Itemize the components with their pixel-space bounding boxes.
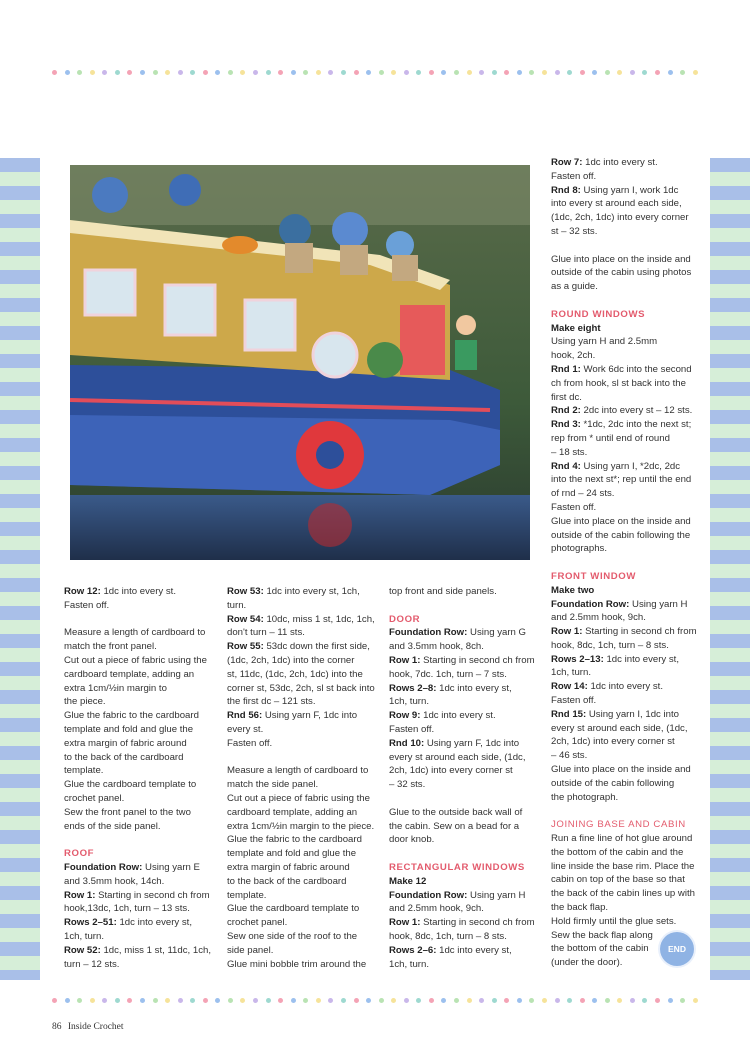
- text-line: Cut out a piece of fabric using the: [227, 792, 370, 804]
- instruction-line: Row 53: 1dc into every st, 1ch,: [227, 586, 360, 597]
- text-line: Glue into place on the inside and: [551, 764, 691, 776]
- row-label: Row 1:: [389, 917, 421, 929]
- border-dot: [592, 70, 597, 75]
- instruction-line: Foundation Row: Using yarn E: [64, 861, 200, 873]
- instruction-line: Rnd 4: Using yarn I, *2dc, 2dc: [551, 460, 681, 472]
- text-line: Glue the cardboard template to: [64, 779, 197, 791]
- text-line: Fasten off.: [551, 695, 597, 707]
- text-line: 2ch, 1dc) into every corner st: [551, 736, 675, 748]
- text-line: template and fold and glue the: [227, 848, 357, 860]
- instruction-line: Rnd 15: Using yarn I, 1dc into: [551, 708, 679, 720]
- border-dot: [178, 70, 183, 75]
- border-dot: [77, 998, 82, 1003]
- border-dot: [529, 70, 534, 75]
- row-label: Rnd 3:: [551, 419, 581, 431]
- instruction-line: Foundation Row: Using yarn G: [389, 627, 526, 639]
- row-label: Rnd 56:: [227, 710, 263, 722]
- text-line: the bottom of the cabin: [551, 943, 649, 955]
- border-dot: [504, 998, 509, 1003]
- border-dot: [467, 998, 472, 1003]
- border-dot: [479, 998, 484, 1003]
- text-line: side panel.: [227, 944, 274, 956]
- text-column-4: [551, 156, 701, 970]
- instruction-line: Rnd 2: 2dc into every st – 12 sts.: [551, 405, 693, 417]
- left-stripe-border: [0, 158, 40, 980]
- text-line: 1ch, turn.: [389, 696, 429, 708]
- row-label: Row 1:: [64, 889, 96, 901]
- text-line: Fasten off.: [551, 501, 597, 513]
- text-line: cardboard template, adding an: [227, 806, 358, 818]
- top-dot-border: [52, 68, 698, 76]
- border-dot: [115, 70, 120, 75]
- right-stripe-border: [710, 158, 750, 980]
- border-dot: [517, 998, 522, 1003]
- border-dot: [416, 70, 421, 75]
- row-label: Foundation Row:: [389, 889, 468, 901]
- text-line: ch from hook, sl st back into the: [551, 377, 686, 389]
- text-line: Fasten off.: [389, 723, 435, 735]
- text-line: Glue to the outside back wall of: [389, 806, 523, 818]
- row-label: Rnd 8:: [551, 184, 581, 196]
- border-dot: [127, 70, 132, 75]
- text-line: every st.: [227, 723, 264, 735]
- text-line: outside of the cabin following the: [551, 529, 691, 541]
- instruction-line: Rows 2–8: 1dc into every st,: [389, 682, 512, 694]
- instruction-line: [551, 322, 701, 336]
- border-dot: [454, 70, 459, 75]
- section-heading: JOINING BASE AND CABIN: [551, 819, 686, 831]
- text-line: extra 1cm/½in margin to the piece.: [227, 820, 375, 832]
- text-line: the piece.: [64, 696, 106, 708]
- border-dot: [102, 70, 107, 75]
- border-dot: [203, 998, 208, 1003]
- border-dot: [253, 70, 258, 75]
- section-heading: ROUND WINDOWS: [551, 308, 646, 320]
- text-line: extra 1cm/½in margin to: [64, 682, 167, 694]
- text-line: Glue the fabric to the cardboard: [64, 710, 199, 722]
- border-dot: [303, 998, 308, 1003]
- border-dot: [165, 70, 170, 75]
- border-dot: [580, 998, 585, 1003]
- text-line: st – 32 sts.: [551, 225, 598, 237]
- border-dot: [266, 70, 271, 75]
- text-line: (1dc, 2ch, 1dc) into every corner: [551, 212, 689, 224]
- text-line: cabin on top of the base so that: [551, 874, 685, 886]
- text-line: match the front panel.: [64, 641, 157, 653]
- border-dot: [153, 70, 158, 75]
- text-line: – 32 sts.: [389, 779, 426, 791]
- text-line: – 46 sts.: [551, 750, 588, 762]
- text-line: Fasten off.: [64, 599, 110, 611]
- border-dot: [379, 70, 384, 75]
- text-line: photographs.: [551, 543, 608, 555]
- row-label: Row 14:: [551, 681, 588, 693]
- text-line: 1ch, turn.: [551, 667, 591, 679]
- border-dot: [90, 70, 95, 75]
- text-line: first dc.: [551, 391, 582, 403]
- border-dot: [680, 998, 685, 1003]
- text-line: into the next st*; rep until the end: [551, 474, 692, 486]
- instruction-line: Rnd 1: Work 6dc into the second: [551, 363, 692, 375]
- instruction-line: Row 1: Starting in second ch from: [389, 917, 535, 929]
- text-line: Using yarn H and 2.5mm: [551, 336, 658, 348]
- row-label: Row 55:: [227, 641, 264, 653]
- border-dot: [140, 998, 145, 1003]
- text-line: into every st around each side,: [551, 198, 682, 210]
- paragraph-gap: [64, 833, 219, 847]
- text-line: every st around each side, (1dc,: [389, 751, 526, 763]
- border-dot: [429, 998, 434, 1003]
- border-dot: [655, 70, 660, 75]
- instruction-line: Row 7: 1dc into every st.: [551, 157, 658, 168]
- border-dot: [567, 70, 572, 75]
- border-dot: [328, 70, 333, 75]
- text-line: match the side panel.: [227, 779, 319, 791]
- row-label: Foundation Row:: [551, 598, 630, 610]
- row-label: Rnd 2:: [551, 405, 581, 417]
- text-line: template.: [227, 889, 267, 901]
- border-dot: [655, 998, 660, 1003]
- border-dot: [605, 998, 610, 1003]
- text-line: extra margin of fabric around: [227, 861, 350, 873]
- text-line: every st around each side, (1dc,: [551, 722, 688, 734]
- instruction-line: Row 1: Starting in second ch from: [64, 889, 210, 901]
- border-dot: [354, 998, 359, 1003]
- border-dot: [228, 70, 233, 75]
- border-dot: [240, 998, 245, 1003]
- border-dot: [366, 70, 371, 75]
- text-line: Glue the fabric to the cardboard: [227, 834, 362, 846]
- border-dot: [668, 998, 673, 1003]
- row-label: Rnd 10:: [389, 737, 425, 749]
- text-line: line inside the base rim. Place the: [551, 860, 695, 872]
- text-line: extra margin of fabric around: [64, 737, 187, 749]
- text-line: to the back of the cardboard: [64, 751, 184, 763]
- border-dot: [416, 998, 421, 1003]
- border-dot: [240, 70, 245, 75]
- border-dot: [580, 70, 585, 75]
- border-dot: [303, 70, 308, 75]
- border-dot: [90, 998, 95, 1003]
- text-line: outside of the cabin following: [551, 777, 675, 789]
- text-line: hook, 7dc. 1ch, turn – 7 sts.: [389, 668, 507, 680]
- text-line: Glue into place on the inside and: [551, 515, 691, 527]
- text-line: turn.: [227, 599, 247, 611]
- row-label: Row 53:: [227, 586, 264, 597]
- paragraph-gap: [227, 751, 382, 765]
- row-label: Foundation Row:: [64, 861, 143, 873]
- border-dot: [379, 998, 384, 1003]
- text-line: Glue mini bobble trim around the: [227, 958, 367, 970]
- instruction-line: Rnd 8: Using yarn I, work 1dc: [551, 184, 679, 196]
- text-line: hook, 8dc, 1ch, turn – 8 sts.: [551, 639, 669, 651]
- text-column-2: [227, 585, 382, 971]
- row-label: Rnd 1:: [551, 363, 581, 375]
- border-dot: [668, 70, 673, 75]
- border-dot: [253, 998, 258, 1003]
- border-dot: [693, 70, 698, 75]
- paragraph-gap: [64, 613, 219, 627]
- text-line: Fasten off.: [227, 737, 273, 749]
- row-label: Row 54:: [227, 613, 264, 625]
- border-dot: [316, 998, 321, 1003]
- border-dot: [178, 998, 183, 1003]
- border-dot: [555, 70, 560, 75]
- instruction-line: Row 55: 53dc down the first side,: [227, 641, 370, 653]
- text-column-3: [389, 585, 544, 971]
- border-dot: [65, 70, 70, 75]
- text-line: 2ch, 1dc) into every corner st: [389, 765, 513, 777]
- border-dot: [190, 70, 195, 75]
- paragraph-gap: [389, 599, 544, 613]
- border-dot: [429, 70, 434, 75]
- border-dot: [153, 998, 158, 1003]
- text-line: Sew the front panel to the two: [64, 806, 191, 818]
- text-line: Glue the cardboard template to: [227, 903, 360, 915]
- section-heading: FRONT WINDOW: [551, 570, 636, 582]
- border-dot: [278, 998, 283, 1003]
- text-line: Cut out a piece of fabric using the: [64, 654, 207, 666]
- instruction-line: [551, 584, 701, 598]
- text-line: Run a fine line of hot glue around: [551, 833, 693, 845]
- paragraph-gap: [389, 847, 544, 861]
- end-badge: END: [660, 932, 694, 966]
- paragraph-gap: [389, 792, 544, 806]
- border-dot: [542, 70, 547, 75]
- row-label: Row 1:: [551, 626, 583, 638]
- border-dot: [479, 70, 484, 75]
- border-dot: [291, 998, 296, 1003]
- crochet-narrowboat-photo: [70, 165, 530, 560]
- border-dot: [215, 998, 220, 1003]
- text-line: and 2.5mm hook, 9ch.: [389, 903, 484, 915]
- text-line: of rnd – 24 sts.: [551, 488, 615, 500]
- border-dot: [542, 998, 547, 1003]
- border-dot: [328, 998, 333, 1003]
- text-line: turn – 12 sts.: [64, 958, 120, 970]
- border-dot: [693, 998, 698, 1003]
- row-label: Rnd 15:: [551, 708, 587, 720]
- row-label: Rnd 4:: [551, 460, 581, 472]
- text-line: and 3.5mm hook, 8ch.: [389, 641, 484, 653]
- border-dot: [404, 998, 409, 1003]
- text-line: Measure a length of cardboard to: [227, 765, 369, 777]
- instruction-line: Row 14: 1dc into every st.: [551, 681, 663, 693]
- text-line: Sew one side of the roof to the: [227, 930, 358, 942]
- text-line: template and fold and glue the: [64, 723, 194, 735]
- border-dot: [642, 70, 647, 75]
- instruction-line: Row 1: Starting in second ch from: [551, 626, 697, 638]
- border-dot: [77, 70, 82, 75]
- text-line: Hold firmly until the glue sets.: [551, 915, 677, 927]
- text-line: Sew the back flap along: [551, 929, 653, 941]
- border-dot: [291, 70, 296, 75]
- text-line: rep from * until end of round: [551, 432, 670, 444]
- instruction-line: Rows 2–13: 1dc into every st,: [551, 653, 679, 665]
- border-dot: [266, 998, 271, 1003]
- border-dot: [65, 998, 70, 1003]
- row-label: Make two: [551, 584, 595, 596]
- text-line: (under the door).: [551, 957, 623, 969]
- border-dot: [52, 70, 57, 75]
- border-dot: [366, 998, 371, 1003]
- text-line: hook, 8dc, 1ch, turn – 8 sts.: [389, 930, 507, 942]
- border-dot: [492, 998, 497, 1003]
- text-line: the first dc – 121 sts.: [227, 696, 316, 708]
- instruction-line: Rows 2–6: 1dc into every st,: [389, 944, 512, 956]
- text-line: Measure a length of cardboard to: [64, 627, 206, 639]
- border-dot: [504, 70, 509, 75]
- text-line: hook, 2ch.: [551, 350, 596, 362]
- border-dot: [215, 70, 220, 75]
- border-dot: [52, 998, 57, 1003]
- instruction-line: Row 12: 1dc into every st.: [64, 586, 176, 597]
- row-label: Row 52:: [64, 944, 101, 956]
- row-label: Row 12:: [64, 586, 101, 597]
- border-dot: [605, 70, 610, 75]
- row-label: Row 9:: [389, 710, 421, 722]
- text-line: the cabin. Sew on a bead for a: [389, 820, 520, 832]
- text-line: (1dc, 2ch, 1dc) into the corner: [227, 654, 355, 666]
- border-dot: [630, 998, 635, 1003]
- border-dot: [341, 998, 346, 1003]
- text-line: the back flap.: [551, 902, 609, 914]
- paragraph-gap: [551, 804, 701, 818]
- instruction-line: Rnd 10: Using yarn F, 1dc into: [389, 737, 520, 749]
- border-dot: [115, 998, 120, 1003]
- instruction-line: Row 9: 1dc into every st.: [389, 710, 496, 722]
- border-dot: [617, 998, 622, 1003]
- text-line: and 3.5mm hook, 14ch.: [64, 875, 165, 887]
- border-dot: [680, 70, 685, 75]
- row-label: Foundation Row:: [389, 627, 468, 639]
- border-dot: [441, 998, 446, 1003]
- text-line: Fasten off.: [551, 170, 597, 182]
- text-line: cardboard template, adding an: [64, 668, 195, 680]
- text-line: corner st, 53dc, 2ch, sl st back into: [227, 682, 375, 694]
- border-dot: [404, 70, 409, 75]
- border-dot: [529, 998, 534, 1003]
- text-line: outside of the cabin using photos: [551, 267, 692, 279]
- text-column-1: [64, 585, 219, 971]
- section-heading: ROOF: [64, 848, 95, 860]
- border-dot: [517, 70, 522, 75]
- page-footer: [52, 1022, 124, 1032]
- bottom-dot-border: [52, 996, 698, 1004]
- border-dot: [642, 998, 647, 1003]
- page-number: 86: [52, 1022, 62, 1032]
- instruction-line: Rows 2–51: 1dc into every st,: [64, 917, 192, 929]
- paragraph-gap: [551, 239, 701, 253]
- instruction-line: Rnd 56: Using yarn F, 1dc into: [227, 710, 358, 722]
- border-dot: [316, 70, 321, 75]
- text-line: 1ch, turn.: [64, 930, 104, 942]
- instruction-line: Foundation Row: Using yarn H: [389, 889, 526, 901]
- border-dot: [592, 998, 597, 1003]
- row-label: Rows 2–51:: [64, 917, 117, 929]
- row-label: Rows 2–13:: [551, 653, 604, 665]
- border-dot: [278, 70, 283, 75]
- section-heading: RECTANGULAR WINDOWS: [389, 861, 525, 873]
- border-dot: [617, 70, 622, 75]
- instruction-line: [389, 875, 544, 889]
- text-line: Glue into place on the inside and: [551, 253, 691, 265]
- border-dot: [341, 70, 346, 75]
- row-label: Row 7:: [551, 157, 583, 168]
- border-dot: [467, 70, 472, 75]
- row-label: Make eight: [551, 322, 601, 334]
- row-label: Make 12: [389, 875, 427, 887]
- border-dot: [492, 70, 497, 75]
- border-dot: [203, 70, 208, 75]
- paragraph-gap: [551, 294, 701, 308]
- border-dot: [441, 70, 446, 75]
- text-line: crochet panel.: [64, 792, 125, 804]
- text-line: as a guide.: [551, 281, 598, 293]
- paragraph-gap: [551, 556, 701, 570]
- border-dot: [567, 998, 572, 1003]
- text-line: template.: [64, 765, 104, 777]
- instruction-line: Row 52: 1dc, miss 1 st, 11dc, 1ch,: [64, 944, 211, 956]
- border-dot: [140, 70, 145, 75]
- text-line: don't turn – 11 sts.: [227, 627, 305, 639]
- section-heading: DOOR: [389, 613, 421, 625]
- border-dot: [165, 998, 170, 1003]
- text-line: hook,13dc, 1ch, turn – 13 sts.: [64, 903, 190, 915]
- border-dot: [190, 998, 195, 1003]
- text-line: door knob.: [389, 834, 435, 846]
- text-line: – 18 sts.: [551, 446, 588, 458]
- instruction-line: Row 1: Starting in second ch from: [389, 654, 535, 666]
- border-dot: [391, 998, 396, 1003]
- row-label: Rows 2–8:: [389, 682, 437, 694]
- text-line: the back of the cabin lines up with: [551, 888, 695, 900]
- border-dot: [354, 70, 359, 75]
- text-line: to the back of the cardboard: [227, 875, 347, 887]
- instruction-line: Foundation Row: Using yarn H: [551, 598, 688, 610]
- border-dot: [102, 998, 107, 1003]
- text-line: and 2.5mm hook, 9ch.: [551, 612, 646, 624]
- text-line: top front and side panels.: [389, 586, 497, 597]
- text-line: ends of the side panel.: [64, 820, 161, 832]
- text-line: st, 11dc, (1dc, 2ch, 1dc) into the: [227, 668, 363, 680]
- row-label: Rows 2–6:: [389, 944, 437, 956]
- instruction-line: Rnd 3: *1dc, 2dc into the next st;: [551, 419, 692, 431]
- text-line: crochet panel.: [227, 917, 288, 929]
- text-line: 1ch, turn.: [389, 958, 429, 970]
- row-label: Row 1:: [389, 654, 421, 666]
- border-dot: [127, 998, 132, 1003]
- border-dot: [630, 70, 635, 75]
- border-dot: [228, 998, 233, 1003]
- instruction-line: Row 54: 10dc, miss 1 st, 1dc, 1ch,: [227, 613, 375, 625]
- text-line: the photograph.: [551, 791, 619, 803]
- border-dot: [555, 998, 560, 1003]
- magazine-name: Inside Crochet: [67, 1022, 124, 1032]
- border-dot: [454, 998, 459, 1003]
- text-line: the bottom of the cabin and the: [551, 846, 684, 858]
- border-dot: [391, 70, 396, 75]
